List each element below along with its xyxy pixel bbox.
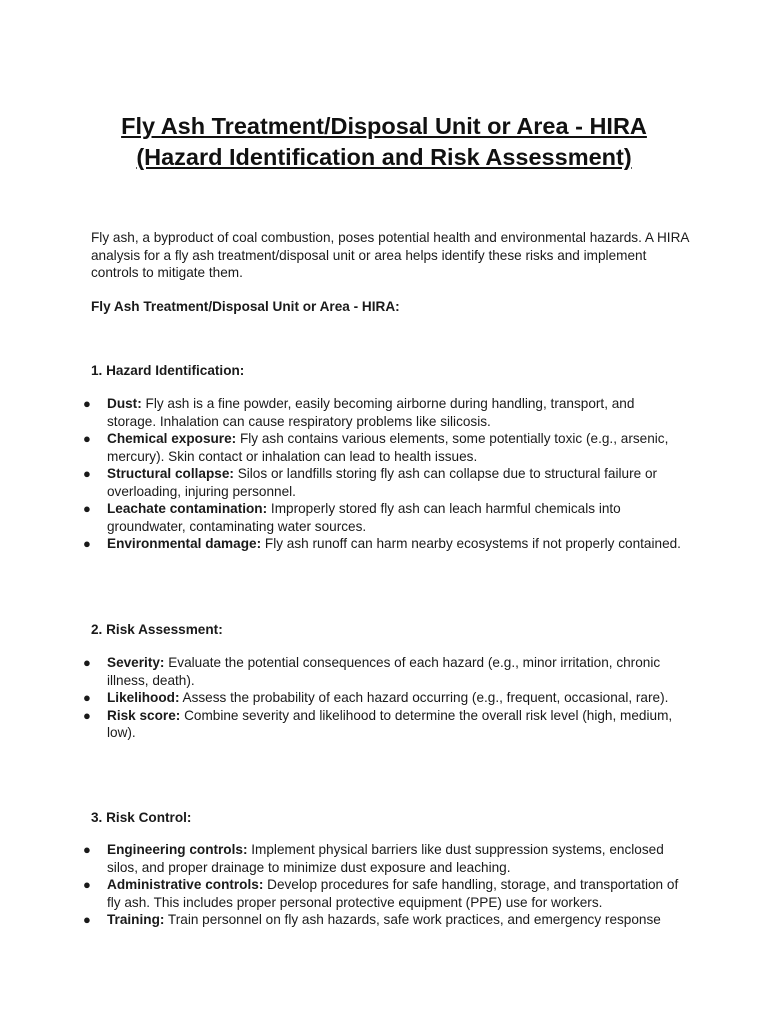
bullet-icon: ●	[83, 536, 91, 551]
risk-assessment-list	[0, 654, 768, 742]
item-term: Chemical exposure:	[107, 431, 237, 446]
bullet-icon: ●	[83, 842, 91, 857]
list-item	[0, 911, 687, 929]
item-text: Assess the probability of each hazard occurring (e.g., frequent, occasional, rare).	[179, 690, 669, 705]
item-term: Training:	[107, 912, 165, 927]
risk-control-list	[0, 841, 768, 929]
item-text: Combine severity and likelihood to determine the overall risk level (high, medium, low).	[107, 707, 673, 740]
bullet-icon: ●	[83, 396, 91, 411]
item-term: Likelihood:	[107, 690, 180, 705]
item-term: Environmental damage:	[107, 536, 262, 551]
bullet-icon: ●	[83, 707, 91, 723]
item-term: Administrative controls:	[107, 877, 264, 892]
item-term: Dust:	[107, 396, 142, 411]
bullet-icon: ●	[83, 466, 91, 481]
item-text: Fly ash runoff can harm nearby ecosystems if not properly contained.	[261, 536, 681, 551]
title-line-1: Fly Ash Treatment/Disposal Unit or Area - HIRA	[121, 113, 647, 139]
section-heading-hazard-identification: 1. Hazard Identification:	[91, 363, 245, 378]
list-item	[0, 841, 687, 876]
bullet-icon: ●	[83, 690, 91, 705]
list-item	[0, 465, 687, 500]
bullet-icon: ●	[83, 655, 91, 670]
bullet-icon: ●	[83, 877, 91, 892]
list-item	[0, 500, 687, 535]
list-item	[0, 395, 687, 430]
list-item	[0, 689, 687, 707]
list-item	[0, 430, 687, 465]
hazard-list	[0, 395, 768, 553]
item-term: Engineering controls:	[107, 842, 248, 857]
item-term: Severity:	[107, 655, 165, 670]
item-text: Improperly stored fly ash can leach harmful chemicals into groundwater, contaminating water sources.	[107, 501, 621, 534]
item-term: Structural collapse:	[107, 466, 234, 481]
document-title	[40, 111, 728, 173]
list-item	[0, 876, 687, 911]
item-text: Implement physical barriers like dust suppression systems, enclosed silos, and proper drainage to minimize dust exposure and leaching.	[107, 842, 664, 875]
title-line-2: (Hazard Identification and Risk Assessment)	[136, 144, 632, 170]
item-text: Evaluate the potential consequences of each hazard (e.g., minor irritation, chronic illness, death).	[107, 655, 661, 688]
section-heading-risk-assessment: 2. Risk Assessment:	[91, 622, 223, 637]
bullet-icon: ●	[83, 501, 91, 516]
item-text: Fly ash contains various elements, some potentially toxic (e.g., arsenic, mercury). Skin contact or inhalation can lead to health issues.	[107, 431, 669, 464]
section-heading-risk-control: 3. Risk Control:	[91, 810, 192, 825]
item-term: Leachate contamination:	[107, 501, 268, 516]
item-text: Silos or landfills storing fly ash can collapse due to structural failure or overloading, injuring personnel.	[107, 466, 658, 499]
list-item	[0, 707, 687, 742]
intro-paragraph: Fly ash, a byproduct of coal combustion, poses potential health and environmental hazards. A HIRA analysis for a fly ash treatment/disposal unit or area helps identify these risks and implement controls to mitigate them.	[91, 230, 689, 280]
hira-subheading: Fly Ash Treatment/Disposal Unit or Area - HIRA:	[91, 299, 400, 314]
bullet-icon: ●	[83, 912, 91, 927]
bullet-icon: ●	[83, 431, 91, 446]
item-term: Risk score:	[107, 707, 181, 723]
list-item	[0, 535, 687, 553]
list-item	[0, 654, 687, 689]
item-text: Train personnel on fly ash hazards, safe work practices, and emergency response	[164, 912, 661, 927]
item-text: Develop procedures for safe handling, storage, and transportation of fly ash. This includes proper personal protective equipment (PPE) use for workers.	[107, 877, 679, 910]
item-text: Fly ash is a fine powder, easily becoming airborne during handling, transport, and storage. Inhalation can cause respiratory problems like silicosis.	[107, 396, 635, 429]
